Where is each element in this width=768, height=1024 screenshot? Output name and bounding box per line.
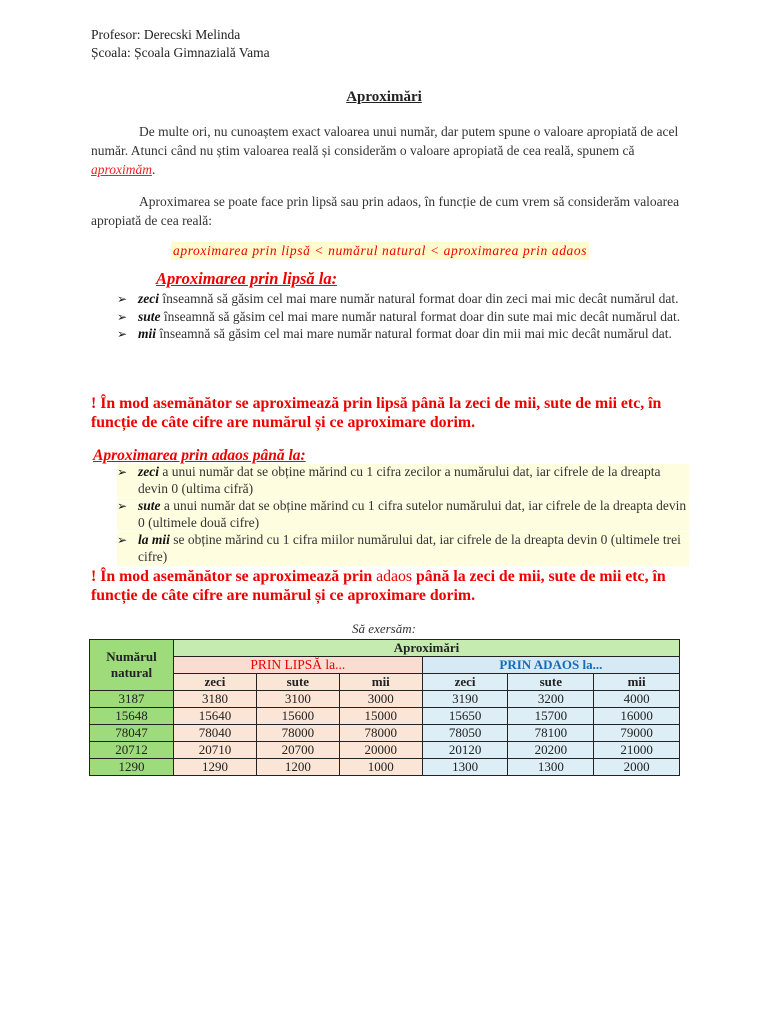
approx-cell: 78050	[422, 725, 508, 742]
approx-cell: 1300	[422, 759, 508, 776]
arrow-bullet-icon: ➢	[117, 309, 128, 324]
number-cell: 3187	[90, 691, 174, 708]
approx-cell: 3100	[256, 691, 339, 708]
item-term: zeci	[138, 464, 159, 479]
list-item	[117, 291, 689, 308]
sub-header: sute	[256, 674, 339, 691]
arrow-bullet-icon: ➢	[117, 292, 128, 306]
school-line: Școala: Școala Gimnazială Vama	[91, 45, 270, 60]
group-adaos-header: PRIN ADAOS la...	[422, 657, 679, 674]
number-cell: 20712	[90, 742, 174, 759]
professor-line: Profesor: Derecski Melinda	[91, 27, 241, 42]
intro-text: De multe ori, nu cunoaștem exact valoarea unui număr, dar putem spune o valoare apropiată de acel număr. Atunci când nu știm valoarea reală și considerăm o valoare apropiată de cea reală, spunem că	[91, 124, 679, 158]
table-row	[90, 708, 680, 725]
approx-cell: 1200	[256, 759, 339, 776]
item-text: înseamnă să găsim cel mai mare număr natural format doar din mii mai mic decât numărul dat.	[156, 326, 672, 342]
page-title: Aproximări	[346, 89, 422, 105]
approx-cell: 78000	[339, 725, 422, 742]
approx-cell: 21000	[594, 742, 680, 759]
table-row	[90, 742, 680, 759]
approx-cell: 15700	[508, 708, 594, 725]
table-sub-row	[90, 674, 680, 691]
list-item	[117, 532, 689, 565]
item-text: se obține mărind cu 1 cifra miilor numărului dat, iar cifrele de la dreapta devin 0 (ultimele trei cifre)	[138, 532, 681, 564]
note-adaos	[91, 567, 691, 605]
intro-paragraph-1	[91, 122, 681, 179]
approx-cell: 3180	[174, 691, 257, 708]
item-term: la mii	[138, 532, 170, 548]
sub-header: sute	[508, 674, 594, 691]
approx-cell: 1290	[174, 759, 257, 776]
approx-cell: 3000	[339, 691, 422, 708]
item-text: a unui număr dat se obține mărind cu 1 cifra sutelor numărului dat, iar cifrele de la dreapta devin 0 (ultimele două cifre)	[138, 498, 687, 530]
approx-cell: 15640	[174, 708, 257, 725]
heading-lipsa: Aproximarea prin lipsă la:	[156, 269, 338, 288]
note-text: ! În mod asemănător se aproximează prin	[91, 568, 377, 585]
approx-cell: 15000	[339, 708, 422, 725]
table-row	[90, 691, 680, 708]
exercise-title: Să exersăm:	[352, 621, 416, 636]
col-number-header: Numărul natural	[90, 640, 174, 691]
approx-cell: 1300	[508, 759, 594, 776]
arrow-bullet-icon: ➢	[117, 465, 128, 479]
item-term: zeci	[138, 291, 159, 306]
note-word-adaos: adaos	[376, 568, 413, 585]
approx-cell: 3200	[508, 691, 594, 708]
sub-header: mii	[594, 674, 680, 691]
list-item	[117, 498, 689, 531]
approx-cell: 15600	[256, 708, 339, 725]
intro-paragraph-2	[91, 192, 681, 230]
approx-cell: 1000	[339, 759, 422, 776]
heading-adaos: Aproximarea prin adaos până la:	[93, 447, 306, 464]
note-lipsa: ! În mod asemănător se aproximează prin lipsă până la zeci de mii, sute de mii etc, în funcție de câte cifre are numărul și ce aproximare dorim.	[91, 395, 662, 431]
item-text: a unui număr dat se obține mărind cu 1 cifra zecilor a numărului dat, iar cifrele de la dreapta devin 0 (ultima cifră)	[138, 464, 661, 496]
intro-text-2: Aproximarea se poate face prin lipsă sau prin adaos, în funcție de cum vrem să considerăm valoarea apropiată de cea reală:	[91, 194, 680, 228]
item-term: sute	[138, 308, 161, 324]
approx-cell: 20120	[422, 742, 508, 759]
term-aproximam: aproximăm	[91, 162, 152, 177]
approx-cell: 20700	[256, 742, 339, 759]
approx-cell: 15650	[422, 708, 508, 725]
arrow-bullet-icon: ➢	[117, 327, 128, 342]
list-item	[117, 309, 689, 326]
sub-header: zeci	[174, 674, 257, 691]
approx-cell: 78100	[508, 725, 594, 742]
list-item	[117, 464, 689, 497]
intro-period: .	[152, 162, 156, 177]
approx-cell: 16000	[594, 708, 680, 725]
sub-header: mii	[339, 674, 422, 691]
number-cell: 1290	[90, 759, 174, 776]
list-item	[117, 326, 689, 343]
approx-cell: 4000	[594, 691, 680, 708]
approx-cell: 20000	[339, 742, 422, 759]
number-cell: 15648	[90, 708, 174, 725]
item-term: mii	[138, 326, 157, 342]
group-lipsa-header: PRIN LIPSĂ la...	[174, 657, 423, 674]
table-group-row	[90, 657, 680, 674]
approximation-table	[89, 639, 680, 776]
table-body	[90, 691, 680, 776]
adaos-list	[117, 464, 689, 567]
approx-cell: 79000	[594, 725, 680, 742]
approx-cell: 20200	[508, 742, 594, 759]
table-row	[90, 725, 680, 742]
approx-cell: 78000	[256, 725, 339, 742]
number-cell: 78047	[90, 725, 174, 742]
item-text: înseamnă să găsim cel mai mare număr natural format doar din zeci mai mic decât numărul dat.	[159, 291, 679, 306]
approx-cell: 20710	[174, 742, 257, 759]
table-row	[90, 759, 680, 776]
approx-cell: 2000	[594, 759, 680, 776]
item-term: sute	[138, 498, 161, 514]
lipsa-list	[117, 291, 689, 344]
item-text: înseamnă să găsim cel mai mare număr natural format doar din sute mai mic decât numărul dat.	[160, 308, 681, 324]
arrow-bullet-icon: ➢	[117, 533, 128, 548]
col-approx-header: Aproximări	[174, 640, 680, 657]
note-text-end: până la zeci de mii, sute de mii etc, în funcție de câte cifre are numărul și ce aproximare dorim.	[91, 568, 666, 604]
sub-header: zeci	[422, 674, 508, 691]
arrow-bullet-icon: ➢	[117, 499, 128, 514]
approximation-formula: aproximarea prin lipsă < numărul natural < aproximarea prin adaos	[173, 243, 588, 258]
approx-cell: 78040	[174, 725, 257, 742]
table-header-row	[90, 640, 680, 657]
approx-cell: 3190	[422, 691, 508, 708]
